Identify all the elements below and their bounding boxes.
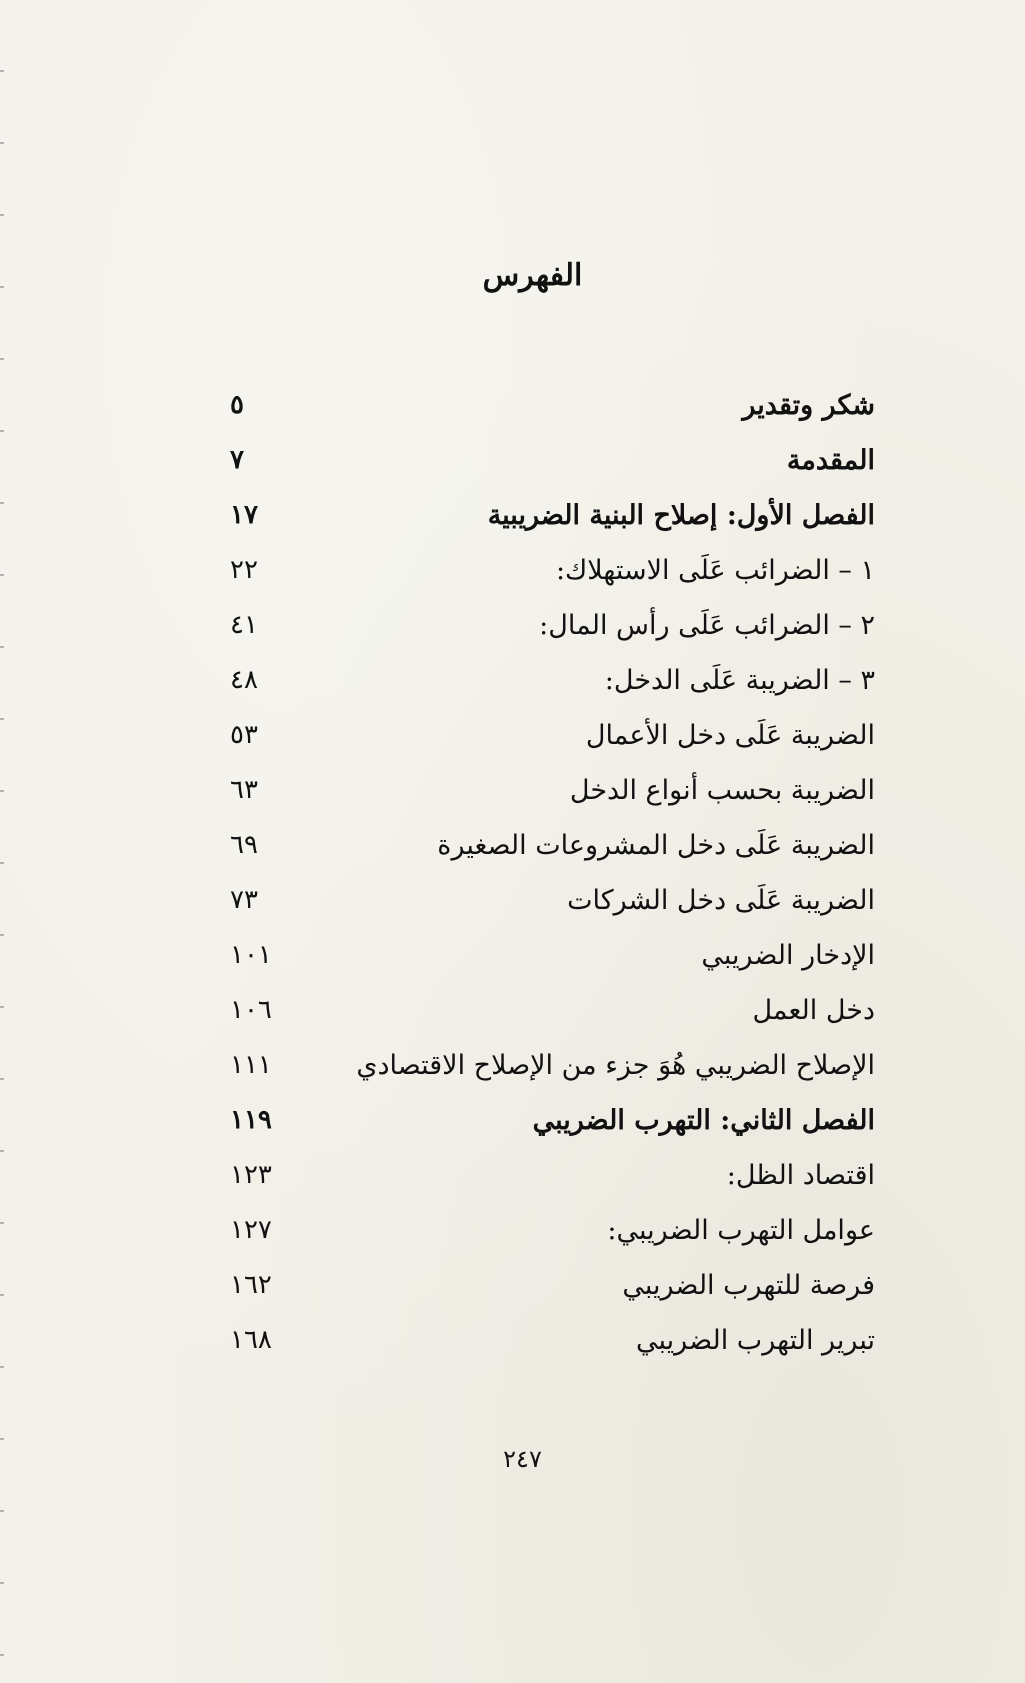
toc-page-number: ٤١ xyxy=(230,610,258,640)
toc-row xyxy=(220,818,875,873)
toc-page-number: ٧ xyxy=(230,445,244,475)
toc-page-number: ٤٨ xyxy=(230,665,258,695)
toc-entry-title: عوامل التهرب الضريبي: xyxy=(607,1215,875,1246)
toc-page-number: ٦٩ xyxy=(230,830,258,860)
toc-page-number: ٥ xyxy=(230,390,244,420)
toc-page-number: ٢٢ xyxy=(230,555,258,585)
toc-entry-title: ١ – الضرائب عَلَى الاستهلاك: xyxy=(555,555,875,586)
toc-entry-title: الإصلاح الضريبي هُوَ جزء من الإصلاح الاقتصادي xyxy=(356,1050,875,1081)
toc-entry-title: فرصة للتهرب الضريبي xyxy=(622,1270,875,1301)
toc-entry-title: المقدمة xyxy=(786,445,875,476)
toc-page-number: ١٠٦ xyxy=(230,995,272,1025)
toc-entry-title: الضريبة بحسب أنواع الدخل xyxy=(569,775,875,806)
toc-page-number: ١٦٨ xyxy=(230,1325,272,1355)
toc-row xyxy=(220,433,875,488)
page-number-footer: ٢٤٧ xyxy=(503,1445,542,1473)
toc-entry-title: اقتصاد الظل: xyxy=(726,1160,875,1191)
toc-page-number: ١٦٢ xyxy=(230,1270,272,1300)
toc-entry-title: دخل العمل xyxy=(752,995,875,1026)
toc-entry-title: الضريبة عَلَى دخل الأعمال xyxy=(585,720,875,751)
toc-page-number: ١٢٣ xyxy=(230,1160,272,1190)
toc-row xyxy=(220,1148,875,1203)
toc-entry-title: ٣ – الضريبة عَلَى الدخل: xyxy=(604,665,875,696)
toc-row xyxy=(220,653,875,708)
table-of-contents xyxy=(220,378,875,1368)
toc-row xyxy=(220,543,875,598)
toc-row xyxy=(220,1258,875,1313)
toc-page-number: ١١٩ xyxy=(230,1105,272,1135)
toc-entry-title: تبرير التهرب الضريبي xyxy=(636,1325,875,1356)
toc-page-number: ١١١ xyxy=(230,1050,272,1080)
toc-page-number: ٦٣ xyxy=(230,775,258,805)
scan-edge-marks xyxy=(0,0,4,1683)
toc-row xyxy=(220,378,875,433)
toc-page-number: ١٧ xyxy=(230,500,258,530)
toc-row xyxy=(220,1038,875,1093)
page-title: الفهرس xyxy=(482,258,583,293)
toc-page-number: ١٠١ xyxy=(230,940,272,970)
toc-page-number: ٧٣ xyxy=(230,885,258,915)
toc-entry-title: الفصل الأول: إصلاح البنية الضريبية xyxy=(487,500,875,531)
toc-row xyxy=(220,928,875,983)
toc-row xyxy=(220,983,875,1038)
toc-row xyxy=(220,763,875,818)
toc-row xyxy=(220,1203,875,1258)
toc-entry-title: الفصل الثاني: التهرب الضريبي xyxy=(532,1105,875,1136)
toc-entry-title: الضريبة عَلَى دخل المشروعات الصغيرة xyxy=(437,830,875,861)
toc-entry-title: الضريبة عَلَى دخل الشركات xyxy=(567,885,875,916)
toc-row xyxy=(220,598,875,653)
toc-page-number: ٥٣ xyxy=(230,720,258,750)
toc-row xyxy=(220,1313,875,1368)
toc-row xyxy=(220,488,875,543)
toc-row xyxy=(220,1093,875,1148)
toc-entry-title: الإدخار الضريبي xyxy=(701,940,875,971)
toc-entry-title: شكر وتقدير xyxy=(742,390,875,421)
toc-row xyxy=(220,708,875,763)
toc-row xyxy=(220,873,875,928)
toc-page-number: ١٢٧ xyxy=(230,1215,272,1245)
toc-entry-title: ٢ – الضرائب عَلَى رأس المال: xyxy=(539,610,875,641)
